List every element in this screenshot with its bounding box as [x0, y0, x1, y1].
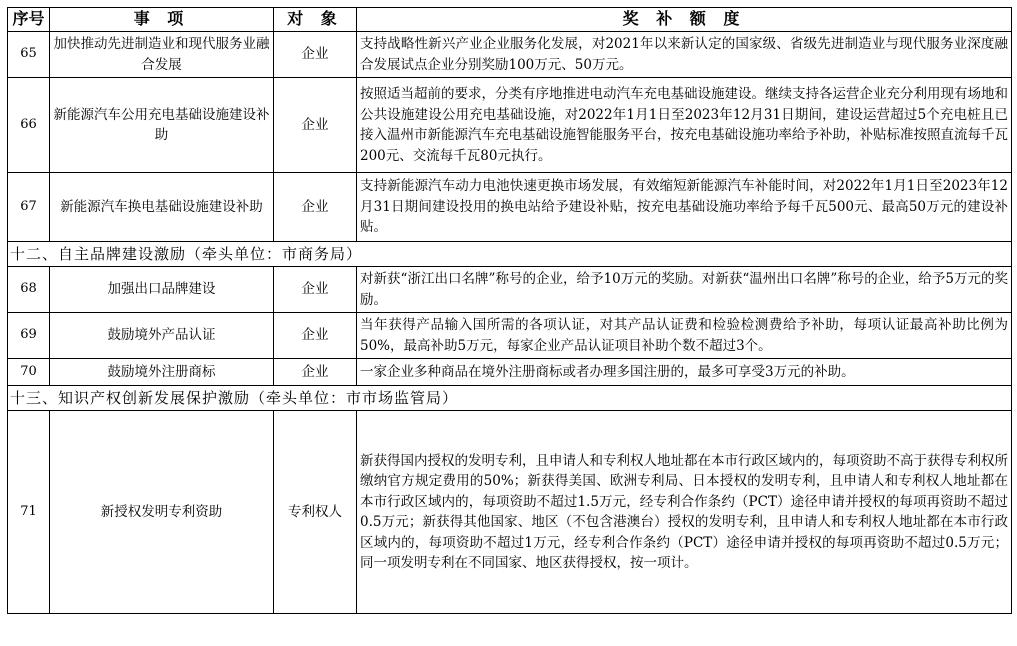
header-serial-number: 序号 — [8, 8, 50, 32]
row-amount: 按照适当超前的要求，分类有序地推进电动汽车充电基础设施建设。继续支持各运营企业充分利用现有场地和公共设施建设公用充电基础设施，对2022年1月1日至2023年12月31日期间，建设运营超过5个充电桩且已接入温州市新能源汽车充电基础设施智能服务平台，按充电基础设施功率给予补助，补贴标准按照直流每千瓦200元、交流每千瓦80元执行。 — [357, 78, 1012, 173]
section-row — [8, 386, 1012, 411]
policy-table-page — [7, 7, 1011, 614]
row-target: 企业 — [274, 267, 357, 313]
table-header-row — [8, 8, 1012, 32]
row-number: 66 — [8, 78, 50, 173]
row-amount: 当年获得产品输入国所需的各项认证，对其产品认证费和检验检测费给予补助，每项认证最高补助比例为50%，最高补助5万元，每家企业产品认证项目补助个数不超过3个。 — [357, 313, 1012, 359]
row-number: 65 — [8, 32, 50, 78]
table-row — [8, 173, 1012, 242]
table-row — [8, 267, 1012, 313]
row-number: 68 — [8, 267, 50, 313]
section-heading-ip: 十三、知识产权创新发展保护激励（牵头单位：市市场监管局） — [8, 386, 1012, 411]
table-row — [8, 32, 1012, 78]
row-amount: 新获得国内授权的发明专利，且申请人和专利权人地址都在本市行政区域内的，每项资助不高于获得专利权所缴纳官方规定费用的50%；新获得美国、欧洲专利局、日本授权的发明专利，且申请人和专利权人地址都在本市行政区域内的，每项资助不超过1.5万元，经专利合作条约（PCT）途径申请并授权的每项再资助不超过0.5万元；新获得其他国家、地区（不包含港澳台）授权的发明专利，且申请人和专利权人地址都在本市行政区域内的，每项资助不超过1万元，经专利合作条约（PCT）途径申请并授权的每项再资助不超过0.5万元；同一项发明专利在不同国家、地区获得授权，按一项计。 — [357, 411, 1012, 614]
row-number: 71 — [8, 411, 50, 614]
row-amount: 一家企业多种商品在境外注册商标或者办理多国注册的，最多可享受3万元的补助。 — [357, 359, 1012, 386]
row-target: 专利权人 — [274, 411, 357, 614]
row-item: 新能源汽车公用充电基础设施建设补助 — [50, 78, 274, 173]
row-item: 新能源汽车换电基础设施建设补助 — [50, 173, 274, 242]
row-target: 企业 — [274, 313, 357, 359]
row-target: 企业 — [274, 78, 357, 173]
row-amount: 支持战略性新兴产业企业服务化发展，对2021年以来新认定的国家级、省级先进制造业与现代服务业深度融合发展试点企业分别奖励100万元、50万元。 — [357, 32, 1012, 78]
table-row — [8, 411, 1012, 614]
header-amount: 奖 补 额 度 — [357, 8, 1012, 32]
row-number: 67 — [8, 173, 50, 242]
row-amount: 对新获“浙江出口名牌”称号的企业，给予10万元的奖励。对新获“温州出口名牌”称号的企业，给予5万元的奖励。 — [357, 267, 1012, 313]
table-row — [8, 359, 1012, 386]
subsidy-table — [7, 7, 1012, 614]
row-target: 企业 — [274, 359, 357, 386]
row-item: 鼓励境外注册商标 — [50, 359, 274, 386]
header-target: 对 象 — [274, 8, 357, 32]
row-target: 企业 — [274, 173, 357, 242]
row-target: 企业 — [274, 32, 357, 78]
section-heading-brand: 十二、自主品牌建设激励（牵头单位：市商务局） — [8, 242, 1012, 267]
row-amount: 支持新能源汽车动力电池快速更换市场发展，有效缩短新能源汽车补能时间，对2022年1月1日至2023年12月31日期间建设投用的换电站给予建设补贴，按充电基础设施功率给予每千瓦500元、最高50万元的建设补贴。 — [357, 173, 1012, 242]
header-item: 事 项 — [50, 8, 274, 32]
row-item: 加快推动先进制造业和现代服务业融合发展 — [50, 32, 274, 78]
table-row — [8, 78, 1012, 173]
row-item: 加强出口品牌建设 — [50, 267, 274, 313]
section-row — [8, 242, 1012, 267]
row-number: 69 — [8, 313, 50, 359]
row-number: 70 — [8, 359, 50, 386]
row-item: 新授权发明专利资助 — [50, 411, 274, 614]
row-item: 鼓励境外产品认证 — [50, 313, 274, 359]
table-row — [8, 313, 1012, 359]
